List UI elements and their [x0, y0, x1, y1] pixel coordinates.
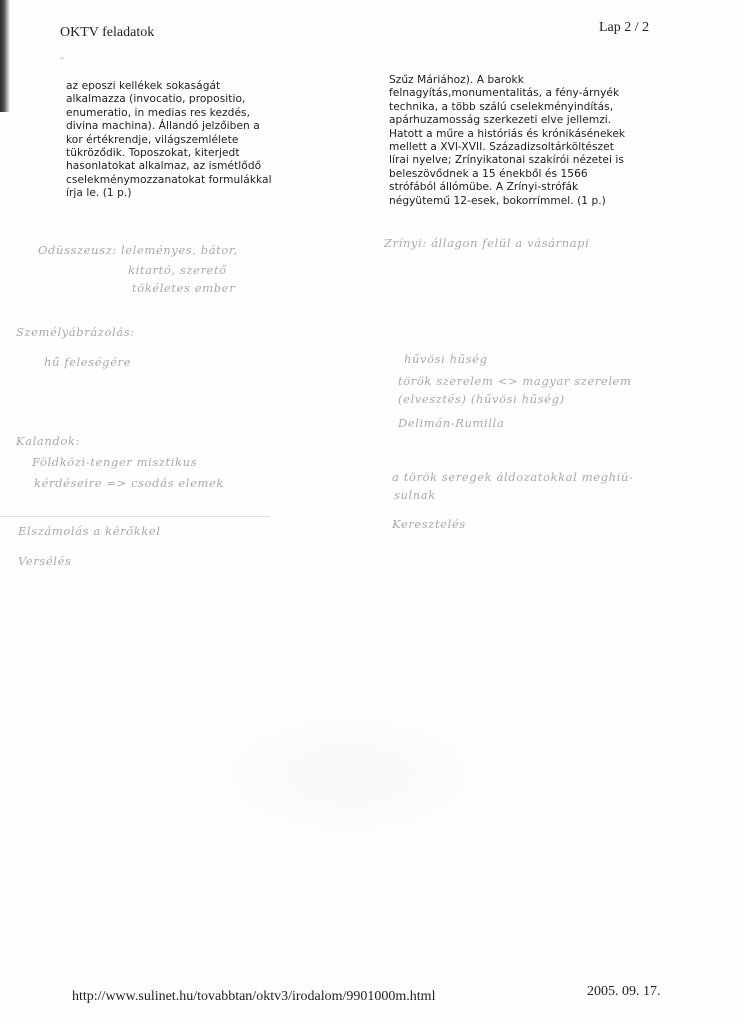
handwritten-note: török szerelem <> magyar szerelem [398, 374, 632, 388]
handwritten-note: Zrínyi: állagon felül a vásárnapi [384, 236, 590, 250]
handwritten-note: Delimán-Rumilla [398, 416, 505, 430]
handwritten-note: Versélés [18, 554, 72, 568]
handwritten-note: a török seregek áldozatokkal meghiú- [392, 470, 634, 484]
handwritten-note: Földközi-tenger misztikus [32, 455, 198, 469]
page-header-title: OKTV feladatok [60, 25, 155, 40]
handwritten-note: hű feleségére [44, 355, 131, 369]
faint-rule [0, 516, 270, 517]
scan-edge-shadow [0, 0, 10, 112]
handwritten-note: hűvösi hűség [404, 352, 488, 366]
handwritten-note: kérdéseire => csodás elemek [34, 476, 224, 490]
footer-date: 2005. 09. 17. [587, 984, 661, 999]
handwritten-note: Keresztelés [392, 517, 466, 531]
handwritten-note: sulnak [394, 488, 436, 502]
page-number: Lap 2 / 2 [599, 20, 650, 35]
handwritten-note: Elszámolás a kérőkkel [18, 524, 161, 538]
handwritten-note: Személyábrázolás: [16, 325, 135, 339]
page-header-dash: - [60, 50, 64, 64]
left-column-text: az eposzi kellékek sokaságát alkalmazza (invocatio, propositio, enumeratio, in medias res kezdés, divina machina). Állandó jelzőiben a kor értékrendje, világszemlélete tükröződik. Toposzokat, kiterjedt hasonlatokat alkalmaz, az ismétlődő cselekménymozzanatokat formulákkal írja le. (1 p.) [66, 80, 272, 200]
handwritten-note: Odüsszeusz: leleményes, bátor, [38, 243, 239, 257]
handwritten-note: (elvesztés) (hűvösi hűség) [398, 392, 565, 406]
handwritten-note: tökéletes ember [132, 281, 236, 295]
footer-url: http://www.sulinet.hu/tovabbtan/oktv3/irodalom/9901000m.html [72, 989, 436, 1004]
handwritten-note: Kalandok: [16, 434, 80, 448]
scan-bleed [200, 700, 500, 850]
right-column-text: Szűz Máriához). A barokk felnagyítás,monumentalitás, a fény-árnyék technika, a több szálú cselekményindítás, apárhuzamosság szerkezeti elve jellemzi. Hatott a műre a históriás és krónikásénekek mellett a XVI-XVII. Századizsoltárköltészet lírai nyelve; Zrínyikatonai szakírói nézetei is beleszövődnek a 15 énekből és 1566 strófából állómübe. A Zrínyi-strófák négyütemű 12-esek, bokorrímmel. (1 p.) [389, 74, 626, 207]
handwritten-note: kitartó, szerető [128, 263, 227, 277]
